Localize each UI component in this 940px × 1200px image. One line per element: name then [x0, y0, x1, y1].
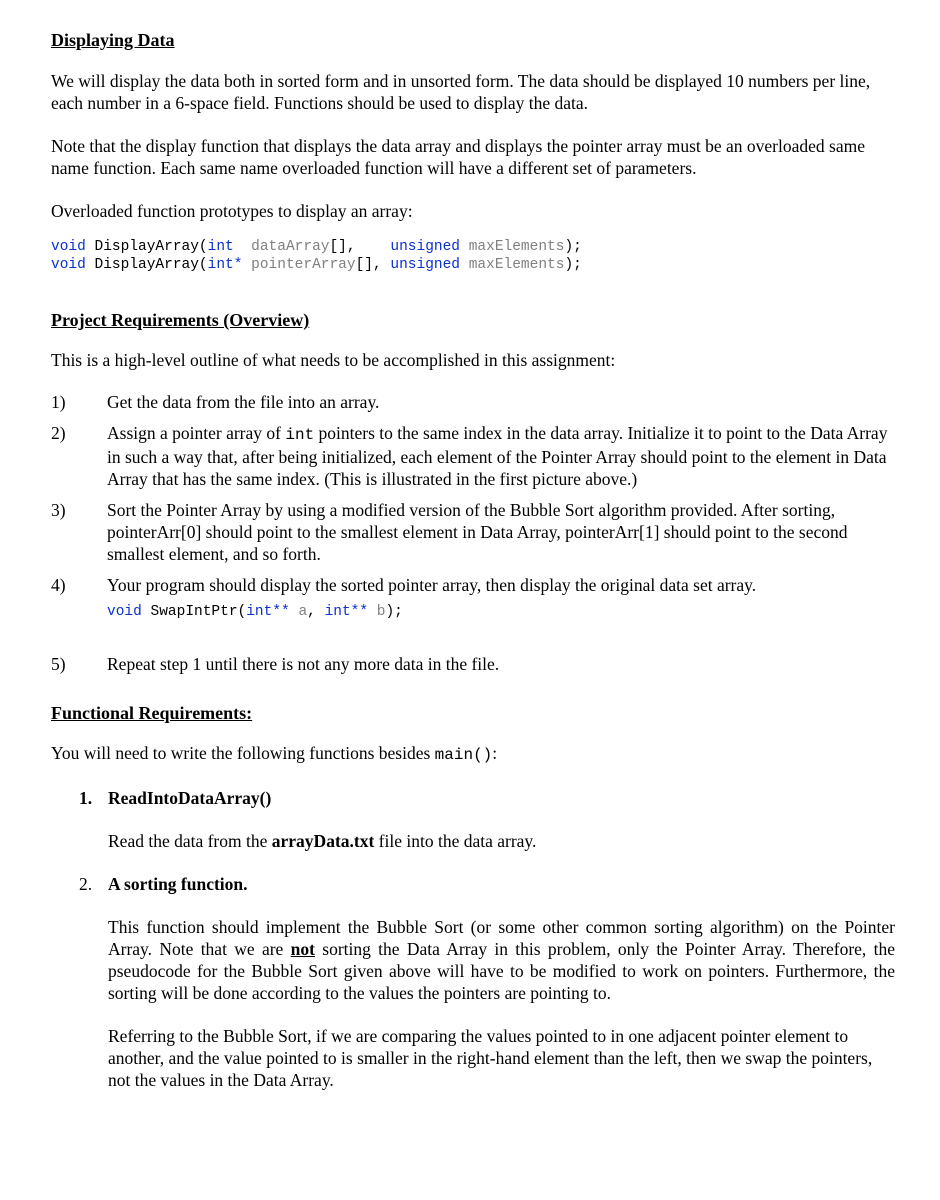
keyword: unsigned — [390, 257, 461, 273]
function-1-description — [108, 830, 895, 852]
code-punct: [], — [355, 257, 391, 273]
list-item-text: Repeat step 1 until there is not any more data in the file. — [107, 654, 500, 674]
text-run: Assign a pointer array of — [107, 423, 286, 443]
text-run: sorting the Data Array in this problem, only the Pointer Array. Therefore, the pseudocode for the Bubble Sort given above will have to be modified to work on pointers. Furthermore, the sorting will be done according to the values the pointers are pointing to. — [108, 939, 895, 1003]
function-name: SwapIntPtr( — [141, 604, 247, 620]
text-run: : — [492, 743, 498, 763]
prototype-line-1 — [51, 238, 895, 256]
section-title-project-requirements: Project Requirements (Overview) — [51, 310, 310, 330]
keyword: unsigned — [390, 239, 461, 255]
parameter: maxElements — [460, 257, 565, 273]
list-item-number: 2) — [51, 423, 66, 443]
list-item-number: 3) — [51, 500, 66, 520]
keyword: void — [51, 239, 86, 255]
list-item — [51, 574, 895, 596]
function-item-name: ReadIntoDataArray() — [108, 788, 272, 808]
keyword: int** — [246, 604, 290, 620]
prototype-line-2 — [51, 256, 895, 274]
function-item-number: 2. — [79, 874, 93, 894]
function-item-name: A sorting function. — [108, 874, 248, 894]
list-item — [51, 653, 895, 675]
parameter: pointerArray — [242, 257, 356, 273]
keyword: int** — [324, 604, 369, 620]
function-item-number: 1. — [79, 788, 93, 808]
inline-code: main() — [434, 746, 493, 764]
emphasis-not: not — [290, 939, 315, 959]
list-item-number: 4) — [51, 575, 66, 595]
keyword: void — [107, 604, 142, 620]
keyword: int* — [207, 257, 243, 273]
text-run: pointers to the same index in the data array. Initialize it to point to the Data Array in such a way that, after being initialized, each element of the Pointer Array should point to the element in Data Array that has the same index. (This is illustrated in the first picture above.) — [107, 423, 888, 489]
keyword: int — [207, 239, 234, 255]
code-punct: ); — [564, 257, 582, 273]
list-item — [51, 422, 895, 490]
parameter: dataArray — [233, 239, 330, 255]
list-item-number: 5) — [51, 654, 66, 674]
code-punct: , — [307, 604, 325, 620]
displaying-paragraph-2: Note that the display function that displays the data array and displays the pointer array must be an overloaded same name function. Each same name overloaded function will have a different set of parameters. — [51, 136, 865, 178]
code-punct: ); — [385, 604, 403, 620]
text-run: This function should implement the Bubble Sort (or some other common sorting algorithm) on the Pointer Array. Note that we are — [108, 917, 895, 959]
keyword: void — [51, 257, 86, 273]
section-title-functional-requirements: Functional Requirements: — [51, 703, 253, 723]
function-name: DisplayArray( — [85, 257, 208, 273]
list-item — [51, 391, 895, 413]
list-item-text: Get the data from the file into an array. — [107, 392, 380, 412]
list-item-text: Your program should display the sorted pointer array, then display the original data set array. — [107, 575, 757, 595]
function-2-paragraph-2: Referring to the Bubble Sort, if we are comparing the values pointed to in one adjacent pointer element to another, and the value pointed to is smaller in the right-hand element than the left, then we swap the pointers, not the values in the Data Array. — [108, 1026, 873, 1090]
function-name: DisplayArray( — [85, 239, 208, 255]
functional-intro — [51, 742, 895, 766]
code-punct: ); — [564, 239, 582, 255]
swap-prototype-line — [107, 603, 895, 621]
list-item-number: 1) — [51, 392, 66, 412]
list-item-text — [107, 422, 895, 490]
inline-code: int — [285, 426, 315, 444]
displaying-paragraph-3: Overloaded function prototypes to display an array: — [51, 201, 413, 221]
list-item-text: Sort the Pointer Array by using a modified version of the Bubble Sort algorithm provided. After sorting, pointerArr[0] should point to the smallest element in Data Array, pointerArr[1] should point to the second smallest element, and so forth. — [107, 500, 848, 564]
function-2-paragraph-1 — [108, 916, 895, 1004]
parameter: maxElements — [460, 239, 565, 255]
text-run: Read the data from the — [108, 831, 272, 851]
text-run: file into the data array. — [374, 831, 537, 851]
prototype-code-block — [51, 238, 895, 274]
document-page — [51, 28, 895, 1091]
parameter: a — [289, 604, 308, 620]
list-item — [51, 499, 895, 565]
function-item-1 — [51, 787, 895, 809]
function-item-2 — [51, 873, 895, 895]
file-name: arrayData.txt — [271, 831, 375, 851]
code-punct: [], — [329, 239, 391, 255]
section-title-displaying-data: Displaying Data — [51, 30, 175, 50]
displaying-paragraph-1: We will display the data both in sorted form and in unsorted form. The data should be displayed 10 numbers per line, each number in a 6-space field. Functions should be used to display the data. — [51, 71, 871, 113]
parameter: b — [368, 604, 386, 620]
requirements-intro: This is a high-level outline of what needs to be accomplished in this assignment: — [51, 350, 616, 370]
requirements-list — [51, 391, 895, 675]
text-run: You will need to write the following functions besides — [51, 743, 435, 763]
